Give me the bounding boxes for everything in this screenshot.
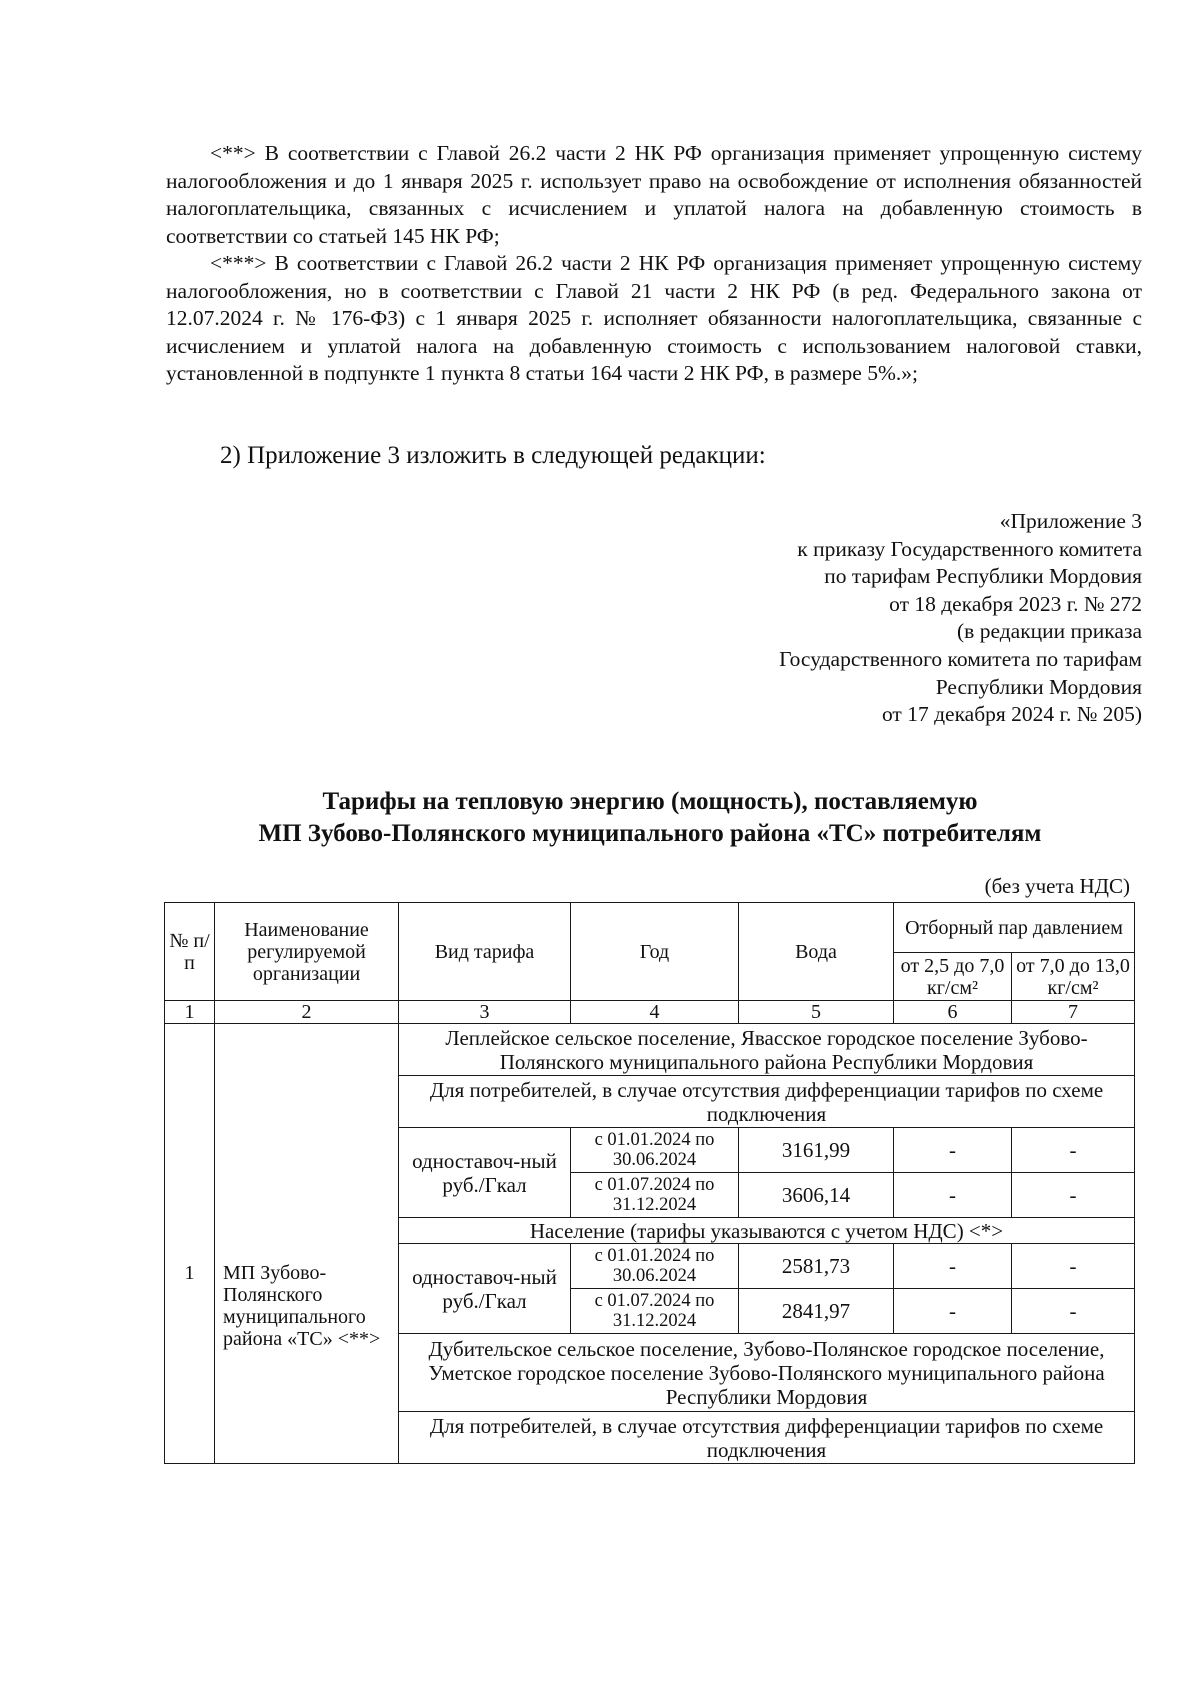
water-price-cell: 3161,99 (739, 1128, 894, 1173)
col-number: 4 (571, 1001, 739, 1024)
appendix-line: «Приложение 3 (999, 509, 1142, 533)
header-tariff-type: Вид тарифа (399, 903, 571, 1001)
col-number: 7 (1012, 1001, 1135, 1024)
footnote-vat-5-percent: <***> В соответствии с Главой 26.2 части 2 НК РФ организация применяет упрощенную систему налогообложения, но в соответствии с Главой 21 части 2 НК РФ (в ред. Федерального закона от 12.07.2024 г. № 176-ФЗ) с 1 января 2025 г. исполняет обязанности налогоплательщика, связанные с исчислением и уплатой налога на добавленную стоимость с использованием налоговой ставки, установленной в подпункте 1 пункта 8 статьи 164 части 2 НК РФ, в размере 5%.»; (166, 251, 1142, 386)
header-year: Год (571, 903, 739, 1001)
period-cell: с 01.07.2024 по 31.12.2024 (571, 1289, 739, 1334)
population-label: Население (тарифы указываются с учетом НДС) <*> (399, 1218, 1135, 1244)
appendix-line: от 18 декабря 2023 г. № 272 (889, 591, 1142, 616)
steam-low-cell: - (894, 1244, 1012, 1289)
appendix-line: Республики Мордовия (935, 674, 1142, 699)
header-steam-low: от 2,5 до 7,0 кг/см² (894, 953, 1012, 1001)
title-line-1: Тарифы на тепловую энергию (мощность), поставляемую (322, 788, 978, 815)
steam-high-cell: - (1012, 1173, 1135, 1218)
header-steam-high: от 7,0 до 13,0 кг/см² (1012, 953, 1135, 1001)
header-org: Наименование регулируемой организации (215, 903, 399, 1001)
appendix-header (779, 508, 1142, 729)
appendix-line: по тарифам Республики Мордовия (824, 564, 1142, 589)
header-num: № п/п (165, 903, 215, 1001)
section-title-2: Дубительское сельское поселение, Зубово-Полянское городское поселение, Уметское городское поселение Зубово-Полянского муниципального района Республики Мордовия (399, 1334, 1135, 1412)
col-number: 6 (894, 1001, 1012, 1024)
item-2-instruction: 2) Приложение 3 изложить в следующей редакции: (220, 442, 766, 469)
steam-low-cell: - (894, 1173, 1012, 1218)
appendix-line: (в редакции приказа (957, 619, 1142, 644)
col-number: 5 (739, 1001, 894, 1024)
steam-low-cell: - (894, 1128, 1012, 1173)
row-number: 1 (165, 1024, 215, 1464)
water-price-cell: 2841,97 (739, 1289, 894, 1334)
tariffs-table (164, 902, 1135, 1464)
consumers-label-2: Для потребителей, в случае отсутствия дифференциации тарифов по схеме подключения (399, 1412, 1135, 1464)
col-number: 2 (215, 1001, 399, 1024)
header-water: Вода (739, 903, 894, 1001)
no-vat-note: (без учета НДС) (984, 874, 1130, 898)
title-line-2: МП Зубово-Полянского муниципального района «ТС» потребителям (258, 820, 1042, 847)
footnote-no-vat-exemption: <**> В соответствии с Главой 26.2 части 2 НК РФ организация применяет упрощенную систему налогообложения и до 1 января 2025 г. использует право на освобождение от исполнения обязанностей налогоплательщика, связанных с исчислением и уплатой налога на добавленную стоимость в соответствии со статьей 145 НК РФ; (166, 141, 1142, 248)
col-number: 1 (165, 1001, 215, 1024)
steam-high-cell: - (1012, 1244, 1135, 1289)
consumers-label-1: Для потребителей, в случае отсутствия дифференциации тарифов по схеме подключения (399, 1076, 1135, 1128)
water-price-cell: 3606,14 (739, 1173, 894, 1218)
appendix-line: Государственного комитета по тарифам (779, 646, 1142, 671)
org-name: МП Зубово-Полянского муниципального района «ТС» <**> (215, 1024, 399, 1464)
appendix-line: от 17 декабря 2024 г. № 205) (881, 702, 1142, 727)
header-steam: Отборный пар давлением (894, 903, 1135, 953)
appendix-line: к приказу Государственного комитета (797, 536, 1142, 561)
steam-low-cell: - (894, 1289, 1012, 1334)
steam-high-cell: - (1012, 1289, 1135, 1334)
col-number: 3 (399, 1001, 571, 1024)
section-title-1: Леплейское сельское поселение, Явасское городское поселение Зубово-Полянского муниципального района Республики Мордовия (399, 1024, 1135, 1076)
document-title (100, 786, 1200, 850)
period-cell: с 01.01.2024 по 30.06.2024 (571, 1128, 739, 1173)
water-price-cell: 2581,73 (739, 1244, 894, 1289)
tariff-type-cell: одноставоч-ный руб./Гкал (399, 1244, 571, 1334)
steam-high-cell: - (1012, 1128, 1135, 1173)
period-cell: с 01.07.2024 по 31.12.2024 (571, 1173, 739, 1218)
tariff-type-cell: одноставоч-ный руб./Гкал (399, 1128, 571, 1218)
period-cell: с 01.01.2024 по 30.06.2024 (571, 1244, 739, 1289)
